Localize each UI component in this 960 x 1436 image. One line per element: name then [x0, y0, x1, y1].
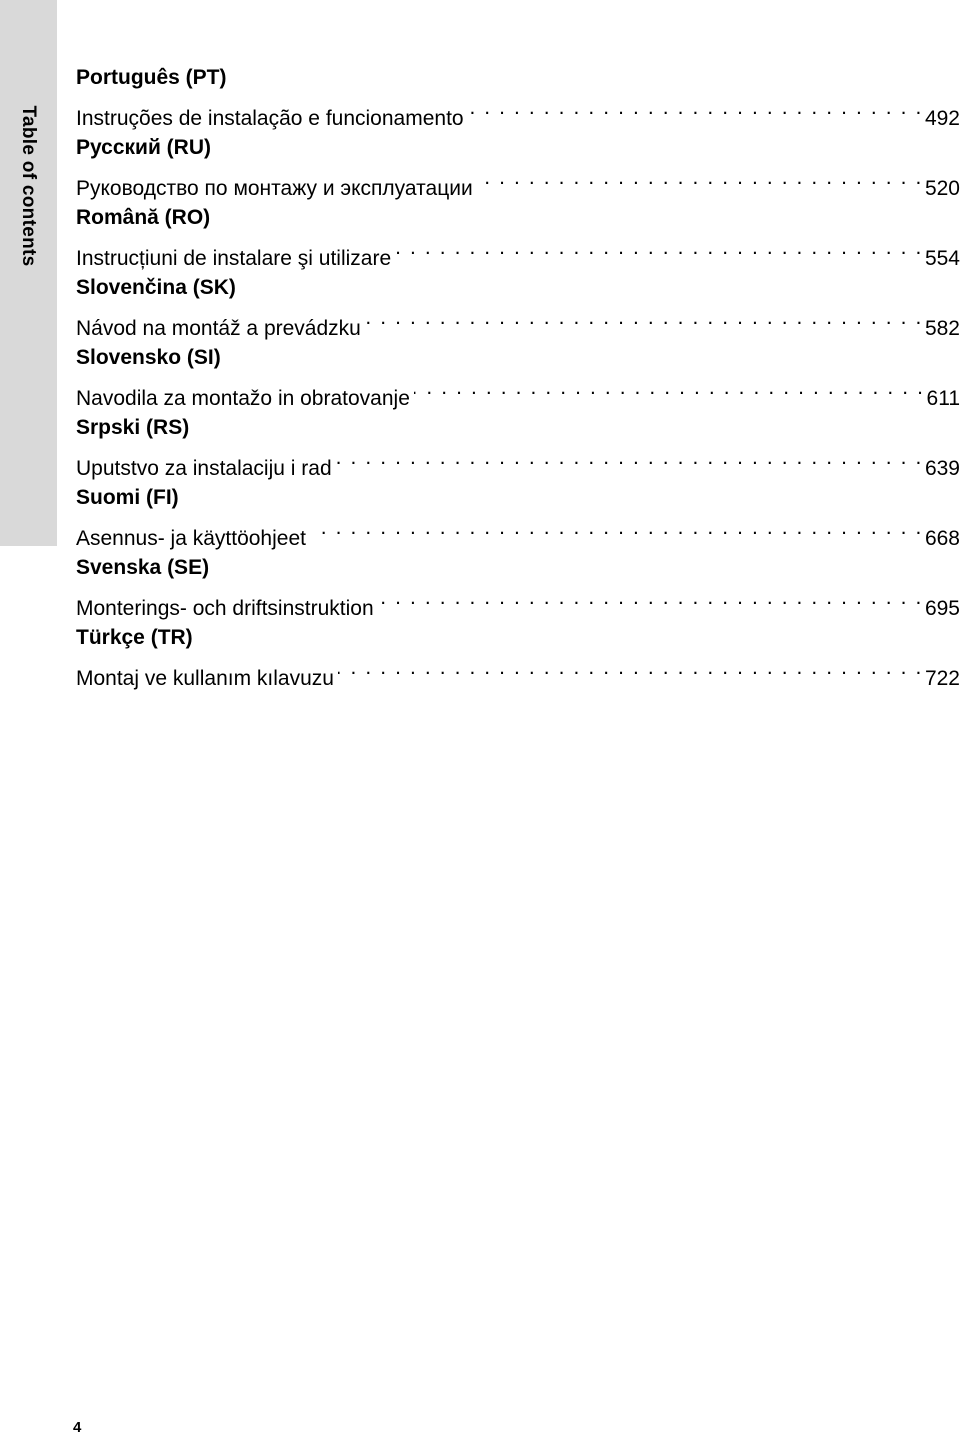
toc-title: Navodila za montažo in obratovanje: [76, 387, 410, 410]
toc-page-number: 492: [924, 107, 960, 130]
toc-title: Руководство по монтажу и эксплуатации: [76, 177, 473, 200]
toc-title: Instruções de instalação e funcionamento: [76, 107, 464, 130]
dot-leader: [338, 651, 923, 685]
toc-page-number: 639: [924, 457, 960, 480]
toc-link[interactable]: [76, 161, 960, 200]
toc-entry: [76, 134, 960, 204]
side-tab-label: Table of contents: [18, 105, 39, 267]
toc-language-heading: Suomi (FI): [76, 486, 179, 509]
toc-title: Instrucțiuni de instalare şi utilizare: [76, 247, 392, 270]
toc-entry: [76, 554, 960, 624]
toc-language-heading: Srpski (RS): [76, 416, 190, 439]
toc-page-number: 722: [924, 667, 960, 690]
dot-leader: [378, 581, 923, 615]
dot-leader: [336, 441, 923, 475]
dot-leader: [395, 231, 923, 265]
toc-link[interactable]: [76, 441, 960, 480]
toc-page-number: 520: [924, 177, 960, 200]
dot-leader: [310, 511, 923, 545]
footer-page-number: 4: [73, 1419, 82, 1436]
toc-entry: [76, 64, 960, 134]
toc-language-heading: Slovensko (SI): [76, 346, 221, 369]
toc-language-heading: Português (PT): [76, 66, 227, 89]
toc-entry: [76, 414, 960, 484]
toc-title: Monterings- och driftsinstruktion: [76, 597, 374, 620]
toc-entry: [76, 344, 960, 414]
toc-page-number: 582: [924, 317, 960, 340]
dot-leader: [365, 301, 923, 335]
toc-entry: [76, 624, 960, 694]
table-of-contents: [76, 64, 960, 694]
toc-language-heading: Türkçe (TR): [76, 626, 193, 649]
toc-language-heading: Slovenčina (SK): [76, 276, 236, 299]
toc-title: Uputstvo za instalaciju i rad: [76, 457, 332, 480]
toc-link[interactable]: [76, 581, 960, 620]
toc-title: Asennus- ja käyttöohjeet: [76, 527, 306, 550]
dot-leader: [414, 371, 925, 405]
toc-title: Montaj ve kullanım kılavuzu: [76, 667, 334, 690]
toc-language-heading: Română (RO): [76, 206, 211, 229]
toc-page-number: 695: [924, 597, 960, 620]
toc-entry: [76, 204, 960, 274]
dot-leader: [477, 161, 923, 195]
toc-link[interactable]: [76, 301, 960, 340]
toc-page-number: 611: [926, 387, 960, 410]
toc-link[interactable]: [76, 651, 960, 690]
dot-leader: [468, 91, 923, 125]
toc-link[interactable]: [76, 371, 960, 410]
toc-entry: [76, 274, 960, 344]
toc-page-number: 554: [924, 247, 960, 270]
toc-language-heading: Svenska (SE): [76, 556, 210, 579]
toc-title: Návod na montáž a prevádzku: [76, 317, 361, 340]
toc-link[interactable]: [76, 511, 960, 550]
toc-link[interactable]: [76, 91, 960, 130]
toc-page-number: 668: [924, 527, 960, 550]
toc-entry: [76, 484, 960, 554]
toc-link[interactable]: [76, 231, 960, 270]
side-tab: [0, 0, 57, 546]
toc-language-heading: Русский (RU): [76, 136, 212, 159]
